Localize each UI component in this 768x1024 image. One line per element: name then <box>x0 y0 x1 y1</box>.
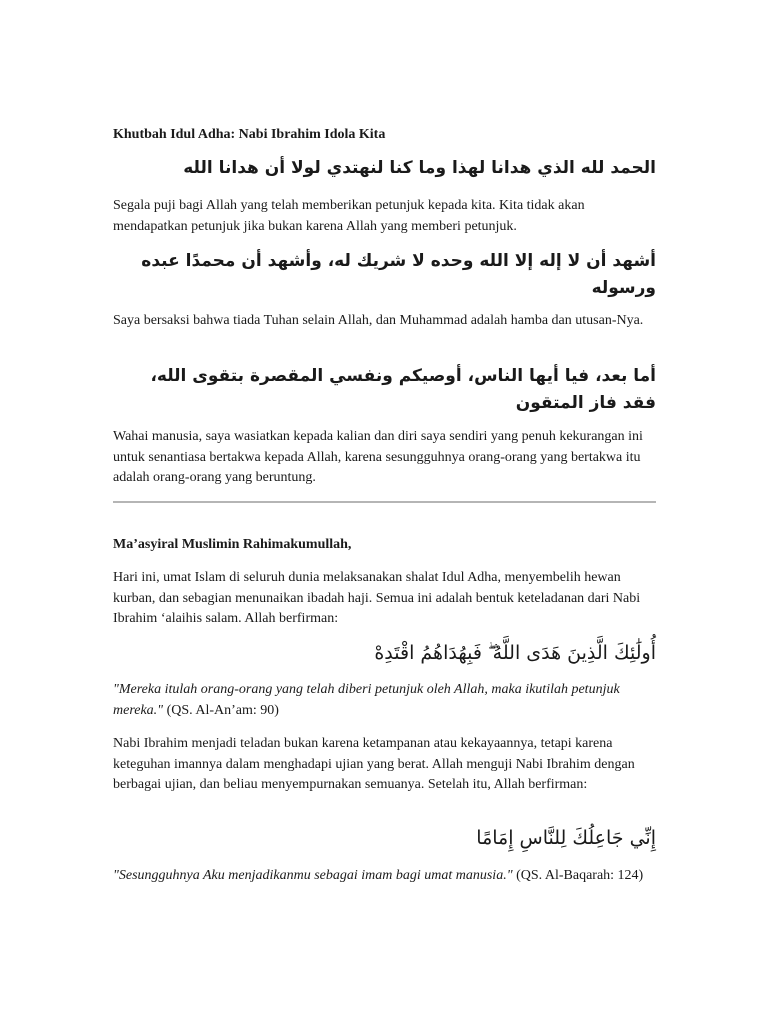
arabic-syahadat: أشهد أن لا إله إلا الله وحده لا شريك له، وأشهد أن محمدًا عبده ورسوله <box>141 251 656 298</box>
arabic-hamdalah: الحمد لله الذي هدانا لهذا وما كنا لنهتدي لولا أن هدانا الله <box>183 158 656 178</box>
section-divider <box>113 501 656 503</box>
arabic-verse-al-baqarah: إِنِّي جَاعِلُكَ لِلنَّاسِ إِمَامًا <box>476 827 656 849</box>
quote-al-anam-text: "Mereka itulah orang-orang yang telah diberi petunjuk oleh Allah, maka ikutilah petunjuk mereka." <box>113 682 620 718</box>
arabic-wasiat-taqwa: أما بعد، فيا أيها الناس، أوصيكم ونفسي المقصرة بتقوى الله، فقد فاز المتقون <box>150 366 656 413</box>
document-title: Khutbah Idul Adha: Nabi Ibrahim Idola Kita <box>113 127 386 142</box>
paragraph-wasiat-translation: Wahai manusia, saya wasiatkan kepada kalian dan diri saya sendiri yang penuh kekurangan ini untuk senantiasa bertakwa kepada Allah, karena sesungguhnya orang-orang yang bertakwa itu adalah orang-orang yang beruntung. <box>113 429 643 485</box>
paragraph-praise-translation: Segala puji bagi Allah yang telah memberikan petunjuk kepada kita. Kita tidak akan mendapatkan petunjuk jika bukan karena Allah yang memberi petunjuk. <box>113 198 585 234</box>
quote-al-baqarah <box>113 866 656 887</box>
quote-al-baqarah-reference: (QS. Al-Baqarah: 124) <box>512 868 644 883</box>
quote-al-anam <box>113 680 656 721</box>
paragraph-ibrahim-example: Nabi Ibrahim menjadi teladan bukan karena ketampanan atau kekayaannya, tetapi karena keteguhan imannya dalam menghadapi ujian yang berat. Allah menguji Nabi Ibrahim dengan berbagai ujian, dan beliau menyempurnakan semuanya. Setelah itu, Allah berfirman: <box>113 736 635 792</box>
quote-al-anam-reference: (QS. Al-An’am: 90) <box>163 702 279 718</box>
paragraph-idul-adha-intro: Hari ini, umat Islam di seluruh dunia melaksanakan shalat Idul Adha, menyembelih hewan kurban, dan sebagian menunaikan ibadah haji. Semua ini adalah bentuk keteladanan dari Nabi Ibrahim ‘alaihis salam. Allah berfirman: <box>113 570 641 626</box>
quote-al-baqarah-text: "Sesungguhnya Aku menjadikanmu sebagai imam bagi umat manusia." <box>113 868 513 883</box>
section-heading: Ma’asyiral Muslimin Rahimakumullah, <box>113 537 352 552</box>
arabic-verse-al-anam: أُولَٰئِكَ الَّذِينَ هَدَى اللَّهُ ۖ فَبِهُدَاهُمُ اقْتَدِهْ <box>374 642 656 664</box>
paragraph-syahadat-translation: Saya bersaksi bahwa tiada Tuhan selain Allah, dan Muhammad adalah hamba dan utusan-Nya. <box>113 313 644 328</box>
